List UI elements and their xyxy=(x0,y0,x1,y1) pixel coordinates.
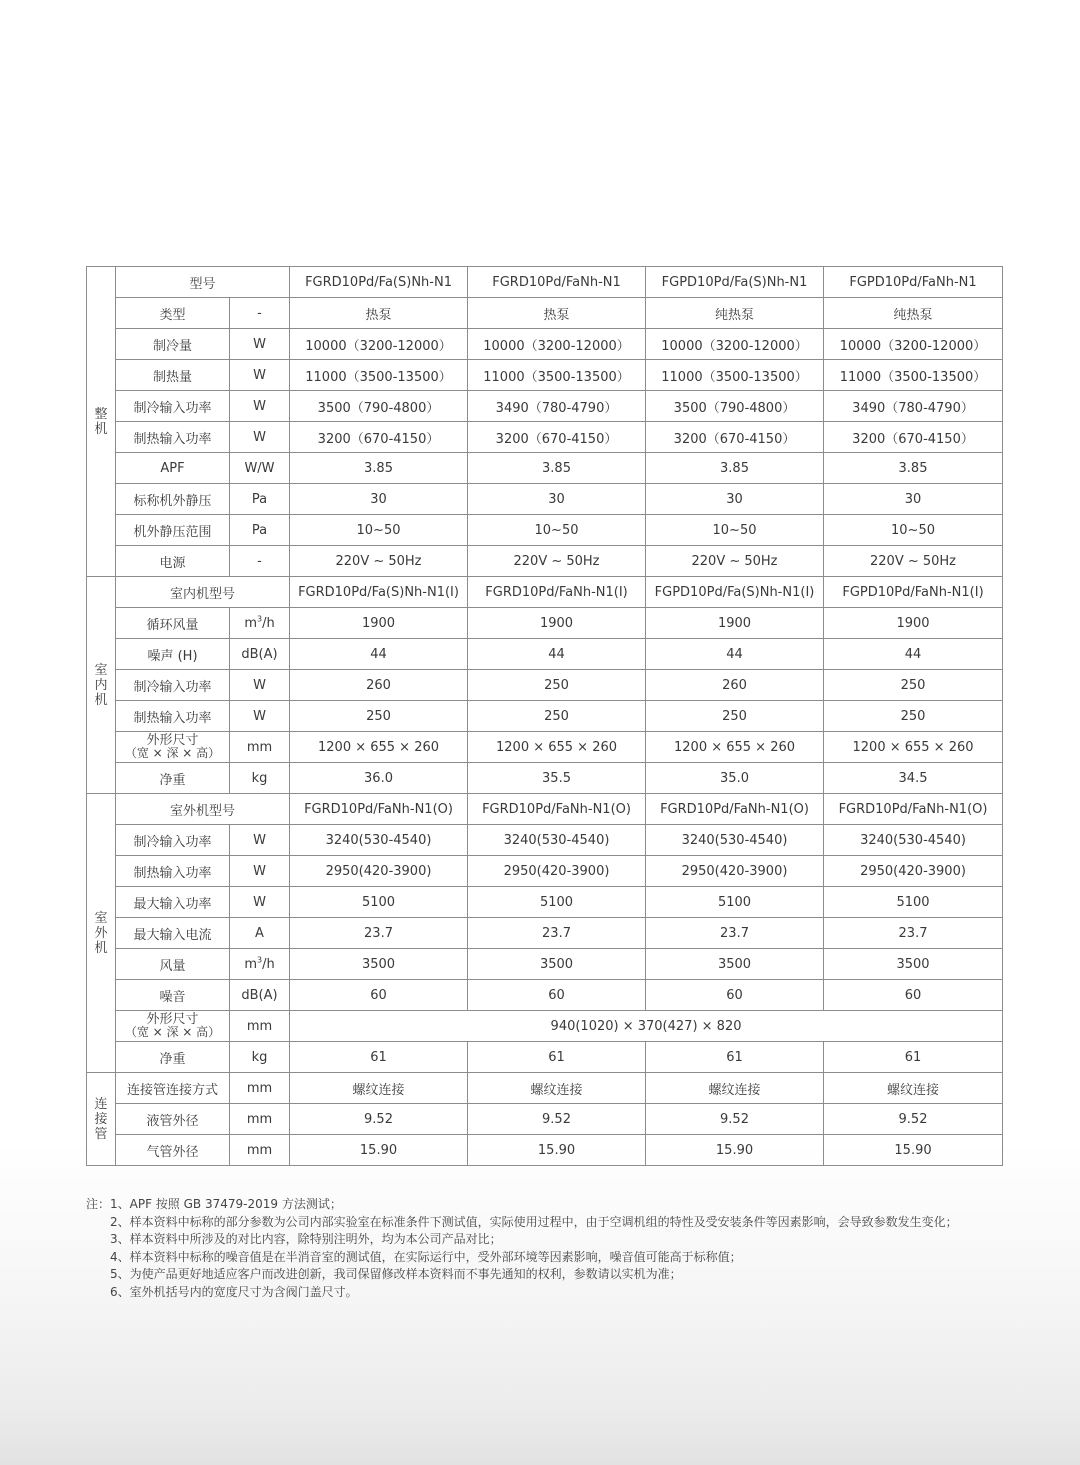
table-row xyxy=(87,422,1003,453)
unit-cell: dB(A) xyxy=(230,639,290,670)
table-row xyxy=(87,391,1003,422)
group-label-text: 室内机 xyxy=(94,662,108,708)
value-cell: 60 xyxy=(824,980,1003,1011)
param-cell: 外形尺寸 （宽 × 深 × 高） xyxy=(116,1011,230,1042)
table-row xyxy=(87,639,1003,670)
param-cell: 液管外径 xyxy=(116,1104,230,1135)
value-cell: 3500 xyxy=(468,949,646,980)
note-line: 3、样本资料中所涉及的对比内容，除特别注明外，均为本公司产品对比； xyxy=(110,1232,502,1246)
table-row xyxy=(87,298,1003,329)
value-cell: 44 xyxy=(646,639,824,670)
value-cell: 10000（3200-12000） xyxy=(468,329,646,360)
param-cell: 制冷输入功率 xyxy=(116,391,230,422)
unit-cell: mm xyxy=(230,1011,290,1042)
value-cell: 1200 × 655 × 260 xyxy=(290,732,468,763)
unit-cell: kg xyxy=(230,763,290,794)
value-cell: 3.85 xyxy=(468,453,646,484)
param-cell: 制冷输入功率 xyxy=(116,825,230,856)
value-cell: 250 xyxy=(468,701,646,732)
value-cell: 热泵 xyxy=(468,298,646,329)
value-cell: 纯热泵 xyxy=(646,298,824,329)
unit-cell: $m^3/h$ xyxy=(230,949,290,980)
group-label-text: 室外机 xyxy=(94,910,108,956)
param-cell: 净重 xyxy=(116,1042,230,1073)
unit-cell: Pa xyxy=(230,484,290,515)
value-cell: 3500 xyxy=(824,949,1003,980)
param-cell: 噪声 (H) xyxy=(116,639,230,670)
group-label xyxy=(87,794,116,1073)
unit-cell: - xyxy=(230,298,290,329)
value-cell: 3.85 xyxy=(290,453,468,484)
table-row xyxy=(87,732,1003,763)
table-row xyxy=(87,856,1003,887)
value-cell: 10000（3200-12000） xyxy=(824,329,1003,360)
param-cell: 制热量 xyxy=(116,360,230,391)
table-row xyxy=(87,763,1003,794)
value-cell: 61 xyxy=(646,1042,824,1073)
value-cell: 3240(530-4540) xyxy=(468,825,646,856)
group-label-text: 整机 xyxy=(94,406,108,437)
value-cell: 螺纹连接 xyxy=(468,1073,646,1104)
value-cell: 2950(420-3900) xyxy=(824,856,1003,887)
param-cell: 气管外径 xyxy=(116,1135,230,1166)
value-cell: 60 xyxy=(468,980,646,1011)
note-line: 6、室外机括号内的宽度尺寸为含阀门盖尺寸。 xyxy=(110,1284,358,1299)
value-cell: 9.52 xyxy=(824,1104,1003,1135)
param-cell: 类型 xyxy=(116,298,230,329)
model-cell: FGPD10Pd/Fa(S)Nh-N1(I) xyxy=(646,577,824,608)
model-cell: FGRD10Pd/FaNh-N1(O) xyxy=(646,794,824,825)
param-cell: 制热输入功率 xyxy=(116,856,230,887)
group-label xyxy=(87,267,116,577)
unit-cell: $m^3/h$ xyxy=(230,608,290,639)
value-cell: 11000（3500-13500） xyxy=(290,360,468,391)
value-cell: 220V ~ 50Hz xyxy=(290,546,468,577)
model-cell: FGPD10Pd/FaNh-N1(I) xyxy=(824,577,1003,608)
group-label xyxy=(87,577,116,794)
unit-cell: W xyxy=(230,825,290,856)
model-cell: FGRD10Pd/Fa(S)Nh-N1(I) xyxy=(290,577,468,608)
value-cell: 15.90 xyxy=(468,1135,646,1166)
value-cell: 10~50 xyxy=(468,515,646,546)
value-cell: 35.5 xyxy=(468,763,646,794)
table-row xyxy=(87,267,1003,298)
value-cell: 11000（3500-13500） xyxy=(646,360,824,391)
value-cell: 5100 xyxy=(824,887,1003,918)
table-row xyxy=(87,1135,1003,1166)
unit-cell: W xyxy=(230,887,290,918)
value-cell: 15.90 xyxy=(646,1135,824,1166)
param-cell: APF xyxy=(116,453,230,484)
value-cell: 3240(530-4540) xyxy=(646,825,824,856)
model-cell: FGRD10Pd/FaNh-N1(O) xyxy=(468,794,646,825)
table-row xyxy=(87,794,1003,825)
value-cell: 5100 xyxy=(646,887,824,918)
table-row xyxy=(87,1073,1003,1104)
table-row xyxy=(87,980,1003,1011)
param-cell: 最大输入电流 xyxy=(116,918,230,949)
value-cell: 3500（790-4800） xyxy=(290,391,468,422)
value-cell: 30 xyxy=(646,484,824,515)
note-line: 4、样本资料中标称的噪音值是在半消音室的测试值，在实际运行中，受外部环境等因素影响，噪音值可能高于标称值； xyxy=(110,1249,742,1264)
value-cell: 61 xyxy=(468,1042,646,1073)
param-cell: 标称机外静压 xyxy=(116,484,230,515)
value-cell: 10000（3200-12000） xyxy=(646,329,824,360)
unit-cell: mm xyxy=(230,1135,290,1166)
table-row xyxy=(87,825,1003,856)
value-cell: 1900 xyxy=(290,608,468,639)
param-cell: 循环风量 xyxy=(116,608,230,639)
value-cell: 螺纹连接 xyxy=(824,1073,1003,1104)
notes xyxy=(86,1196,1066,1301)
value-cell: 220V ~ 50Hz xyxy=(824,546,1003,577)
unit-cell: kg xyxy=(230,1042,290,1073)
param-cell: 风量 xyxy=(116,949,230,980)
value-cell: 5100 xyxy=(468,887,646,918)
value-cell: 3240(530-4540) xyxy=(290,825,468,856)
table-row xyxy=(87,484,1003,515)
note-line: 2、样本资料中标称的部分参数为公司内部实验室在标准条件下测试值，实际使用过程中，由于空调机组的特性及受安装条件等因素影响，会导致参数发生变化； xyxy=(110,1214,958,1229)
value-cell: 1900 xyxy=(824,608,1003,639)
value-cell: 2950(420-3900) xyxy=(468,856,646,887)
table-row xyxy=(87,453,1003,484)
value-cell: 15.90 xyxy=(290,1135,468,1166)
param-cell: 制冷输入功率 xyxy=(116,670,230,701)
value-cell: 23.7 xyxy=(646,918,824,949)
unit-cell: A xyxy=(230,918,290,949)
value-cell: 44 xyxy=(468,639,646,670)
table-row xyxy=(87,515,1003,546)
value-cell: 34.5 xyxy=(824,763,1003,794)
model-cell: FGRD10Pd/FaNh-N1(O) xyxy=(290,794,468,825)
group-label-text: 连接管 xyxy=(94,1096,108,1142)
value-cell: 螺纹连接 xyxy=(646,1073,824,1104)
table-row xyxy=(87,1104,1003,1135)
table-row xyxy=(87,670,1003,701)
param-cell: 净重 xyxy=(116,763,230,794)
note-line: 5、为使产品更好地适应客户而改进创新，我司保留修改样本资料而不事先通知的权利，参数请以实机为准； xyxy=(110,1267,682,1281)
value-cell: 260 xyxy=(646,670,824,701)
value-cell: 220V ~ 50Hz xyxy=(468,546,646,577)
value-cell: 44 xyxy=(824,639,1003,670)
value-cell: 1200 × 655 × 260 xyxy=(468,732,646,763)
value-cell: 220V ~ 50Hz xyxy=(646,546,824,577)
value-cell: 23.7 xyxy=(290,918,468,949)
value-cell: 30 xyxy=(290,484,468,515)
unit-cell: W xyxy=(230,360,290,391)
unit-cell: W xyxy=(230,701,290,732)
table-row xyxy=(87,1011,1003,1042)
value-cell: 1900 xyxy=(646,608,824,639)
value-cell: 3500（790-4800） xyxy=(646,391,824,422)
table-row xyxy=(87,918,1003,949)
value-cell: 5100 xyxy=(290,887,468,918)
table-row xyxy=(87,887,1003,918)
table-row xyxy=(87,608,1003,639)
value-cell: 3200（670-4150） xyxy=(646,422,824,453)
model-label: 型号 xyxy=(116,267,290,298)
unit-cell: dB(A) xyxy=(230,980,290,1011)
value-cell: 250 xyxy=(468,670,646,701)
value-cell: 2950(420-3900) xyxy=(290,856,468,887)
value-cell: 23.7 xyxy=(468,918,646,949)
value-cell: 3.85 xyxy=(646,453,824,484)
model-cell: FGPD10Pd/FaNh-N1 xyxy=(824,267,1003,298)
spec-table xyxy=(86,266,1003,1166)
value-cell: 3240(530-4540) xyxy=(824,825,1003,856)
unit-cell: mm xyxy=(230,1073,290,1104)
unit-cell: - xyxy=(230,546,290,577)
value-cell: 11000（3500-13500） xyxy=(824,360,1003,391)
param-cell: 电源 xyxy=(116,546,230,577)
value-cell: 9.52 xyxy=(468,1104,646,1135)
unit-cell: mm xyxy=(230,732,290,763)
param-cell: 外形尺寸 （宽 × 深 × 高） xyxy=(116,732,230,763)
value-cell: 9.52 xyxy=(646,1104,824,1135)
value-cell: 61 xyxy=(290,1042,468,1073)
value-cell: 10~50 xyxy=(646,515,824,546)
model-cell: FGPD10Pd/Fa(S)Nh-N1 xyxy=(646,267,824,298)
model-label: 室内机型号 xyxy=(116,577,290,608)
value-cell: 3200（670-4150） xyxy=(468,422,646,453)
table-row xyxy=(87,1042,1003,1073)
merged-value-cell: 940(1020) × 370(427) × 820 xyxy=(290,1011,1003,1042)
value-cell: 9.52 xyxy=(290,1104,468,1135)
value-cell: 15.90 xyxy=(824,1135,1003,1166)
value-cell: 1200 × 655 × 260 xyxy=(646,732,824,763)
value-cell: 11000（3500-13500） xyxy=(468,360,646,391)
value-cell: 3200（670-4150） xyxy=(824,422,1003,453)
value-cell: 2950(420-3900) xyxy=(646,856,824,887)
value-cell: 3500 xyxy=(646,949,824,980)
value-cell: 3.85 xyxy=(824,453,1003,484)
model-cell: FGRD10Pd/Fa(S)Nh-N1 xyxy=(290,267,468,298)
value-cell: 3500 xyxy=(290,949,468,980)
value-cell: 30 xyxy=(824,484,1003,515)
value-cell: 250 xyxy=(824,701,1003,732)
value-cell: 36.0 xyxy=(290,763,468,794)
value-cell: 热泵 xyxy=(290,298,468,329)
value-cell: 3490（780-4790） xyxy=(468,391,646,422)
unit-cell: W xyxy=(230,329,290,360)
value-cell: 61 xyxy=(824,1042,1003,1073)
model-cell: FGRD10Pd/FaNh-N1 xyxy=(468,267,646,298)
param-cell: 制热输入功率 xyxy=(116,701,230,732)
model-label: 室外机型号 xyxy=(116,794,290,825)
param-cell: 机外静压范围 xyxy=(116,515,230,546)
table-row xyxy=(87,577,1003,608)
value-cell: 10000（3200-12000） xyxy=(290,329,468,360)
note-line: 注：1、APF 按照 GB 37479-2019 方法测试； xyxy=(86,1197,342,1211)
value-cell: 23.7 xyxy=(824,918,1003,949)
value-cell: 1900 xyxy=(468,608,646,639)
value-cell: 30 xyxy=(468,484,646,515)
unit-cell: W xyxy=(230,391,290,422)
table-row xyxy=(87,949,1003,980)
value-cell: 纯热泵 xyxy=(824,298,1003,329)
value-cell: 60 xyxy=(290,980,468,1011)
unit-cell: W xyxy=(230,670,290,701)
value-cell: 10~50 xyxy=(290,515,468,546)
unit-cell: Pa xyxy=(230,515,290,546)
unit-cell: W/W xyxy=(230,453,290,484)
value-cell: 10~50 xyxy=(824,515,1003,546)
table-row xyxy=(87,546,1003,577)
value-cell: 250 xyxy=(290,701,468,732)
value-cell: 3200（670-4150） xyxy=(290,422,468,453)
value-cell: 60 xyxy=(646,980,824,1011)
param-cell: 连接管连接方式 xyxy=(116,1073,230,1104)
group-label xyxy=(87,1073,116,1166)
value-cell: 44 xyxy=(290,639,468,670)
param-cell: 制冷量 xyxy=(116,329,230,360)
param-cell: 制热输入功率 xyxy=(116,422,230,453)
value-cell: 3490（780-4790） xyxy=(824,391,1003,422)
param-cell: 噪音 xyxy=(116,980,230,1011)
value-cell: 250 xyxy=(646,701,824,732)
table-row xyxy=(87,701,1003,732)
unit-cell: W xyxy=(230,422,290,453)
table-row xyxy=(87,329,1003,360)
param-cell: 最大输入功率 xyxy=(116,887,230,918)
value-cell: 螺纹连接 xyxy=(290,1073,468,1104)
table-row xyxy=(87,360,1003,391)
value-cell: 1200 × 655 × 260 xyxy=(824,732,1003,763)
model-cell: FGRD10Pd/FaNh-N1(O) xyxy=(824,794,1003,825)
unit-cell: mm xyxy=(230,1104,290,1135)
model-cell: FGRD10Pd/FaNh-N1(I) xyxy=(468,577,646,608)
unit-cell: W xyxy=(230,856,290,887)
value-cell: 260 xyxy=(290,670,468,701)
value-cell: 250 xyxy=(824,670,1003,701)
value-cell: 35.0 xyxy=(646,763,824,794)
